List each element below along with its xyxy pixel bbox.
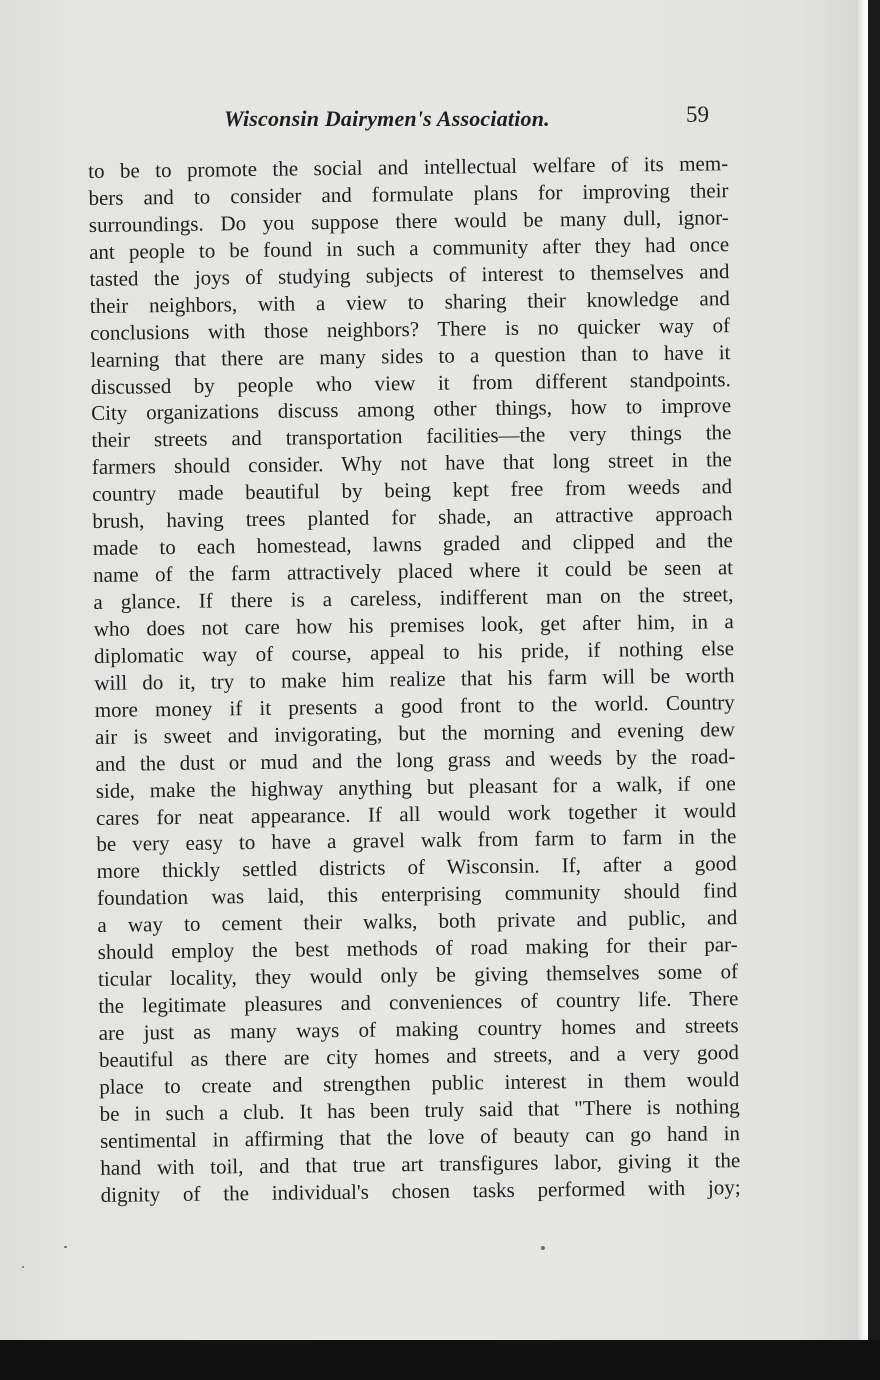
- page-number: 59: [686, 102, 709, 127]
- text-line: be in such a club. It has been truly said that "There is nothing: [99, 1093, 740, 1126]
- text-line: to be to promote the social and intellectual welfare of its mem-: [88, 151, 729, 183]
- text-line: conclusions with those neighbors? There is no quicker way of: [89, 312, 731, 345]
- text-line: are just as many ways of making country homes and streets: [98, 1013, 739, 1045]
- text-line: the legitimate pleasures and conveniences of country life. There: [98, 986, 739, 1018]
- text-line: place to create and strengthen public interest in them would: [99, 1066, 740, 1099]
- text-line: farmers should consider. Why not have that long street in the: [91, 447, 732, 480]
- text-line: cares for neat appearance. If all would work together it would: [95, 797, 737, 830]
- body-text: [88, 150, 741, 1208]
- text-line: hand with toil, and that true art transfigures labor, giving it the: [100, 1147, 741, 1180]
- text-line: side, make the highway anything but pleasant for a walk, if one: [95, 770, 736, 803]
- text-line: made to each homestead, lawns graded and clipped and the: [92, 528, 733, 561]
- text-line: a glance. If there is a careless, indifferent man on the street,: [93, 582, 734, 614]
- text-line: learning that there are many sides to a question than to have it: [90, 339, 731, 372]
- text-line: beautiful as there are city homes and streets, and a very good: [98, 1040, 740, 1072]
- text-line: a way to cement their walks, both private and public, and: [97, 905, 738, 938]
- text-line: their streets and transportation facilities—the very things the: [91, 420, 732, 453]
- text-line: be very easy to have a gravel walk from farm to farm in the: [96, 824, 737, 857]
- text-line: name of the farm attractively placed where it could be seen at: [92, 555, 734, 588]
- text-line: their neighbors, with a view to sharing their knowledge and: [89, 285, 730, 318]
- text-line: ticular locality, they would only be giving themselves some of: [97, 959, 739, 992]
- text-line: more money if it presents a good front to the world. Country: [94, 689, 735, 722]
- text-line: diplomatic way of course, appeal to his pride, if nothing else: [93, 636, 735, 668]
- text-line: should employ the best methods of road making for their par-: [97, 932, 738, 965]
- text-line: will do it, try to make him realize that his farm will be worth: [94, 662, 735, 695]
- text-line: country made beautiful by being kept free from weeds and: [91, 474, 733, 507]
- running-title: Wisconsin Dairymen's Association.: [224, 106, 550, 131]
- text-line: tasted the joys of studying subjects of interest to themselves and: [89, 258, 730, 291]
- text-line: who does not care how his premises look, get after him, in a: [93, 609, 734, 641]
- text-line: ant people to be found in such a community after they had once: [88, 231, 730, 264]
- text-line: brush, having trees planted for shade, an attractive approach: [92, 501, 733, 534]
- page-edge: [856, 0, 868, 1340]
- text-line: foundation was laid, this enterprising community should find: [96, 878, 738, 911]
- text-line: sentimental in affirming that the love of beauty can go hand in: [99, 1120, 741, 1153]
- text-line: more thickly settled districts of Wisconsin. If, after a good: [96, 851, 737, 884]
- scan-bottom-band: [0, 1340, 880, 1380]
- text-line: air is sweet and invigorating, but the morning and evening dew: [94, 716, 736, 749]
- text-line: discussed by people who view it from different standpoints.: [90, 366, 731, 399]
- text-line: and the dust or mud and the long grass and weeds by the road-: [95, 743, 736, 776]
- text-line: bers and to consider and formulate plans for improving their: [88, 178, 729, 210]
- text-line: surroundings. Do you suppose there would be many dull, ignor-: [88, 205, 729, 237]
- text-line: City organizations discuss among other things, how to improve: [90, 393, 732, 426]
- text-line: dignity of the individual's chosen tasks performed with joy;: [100, 1174, 741, 1207]
